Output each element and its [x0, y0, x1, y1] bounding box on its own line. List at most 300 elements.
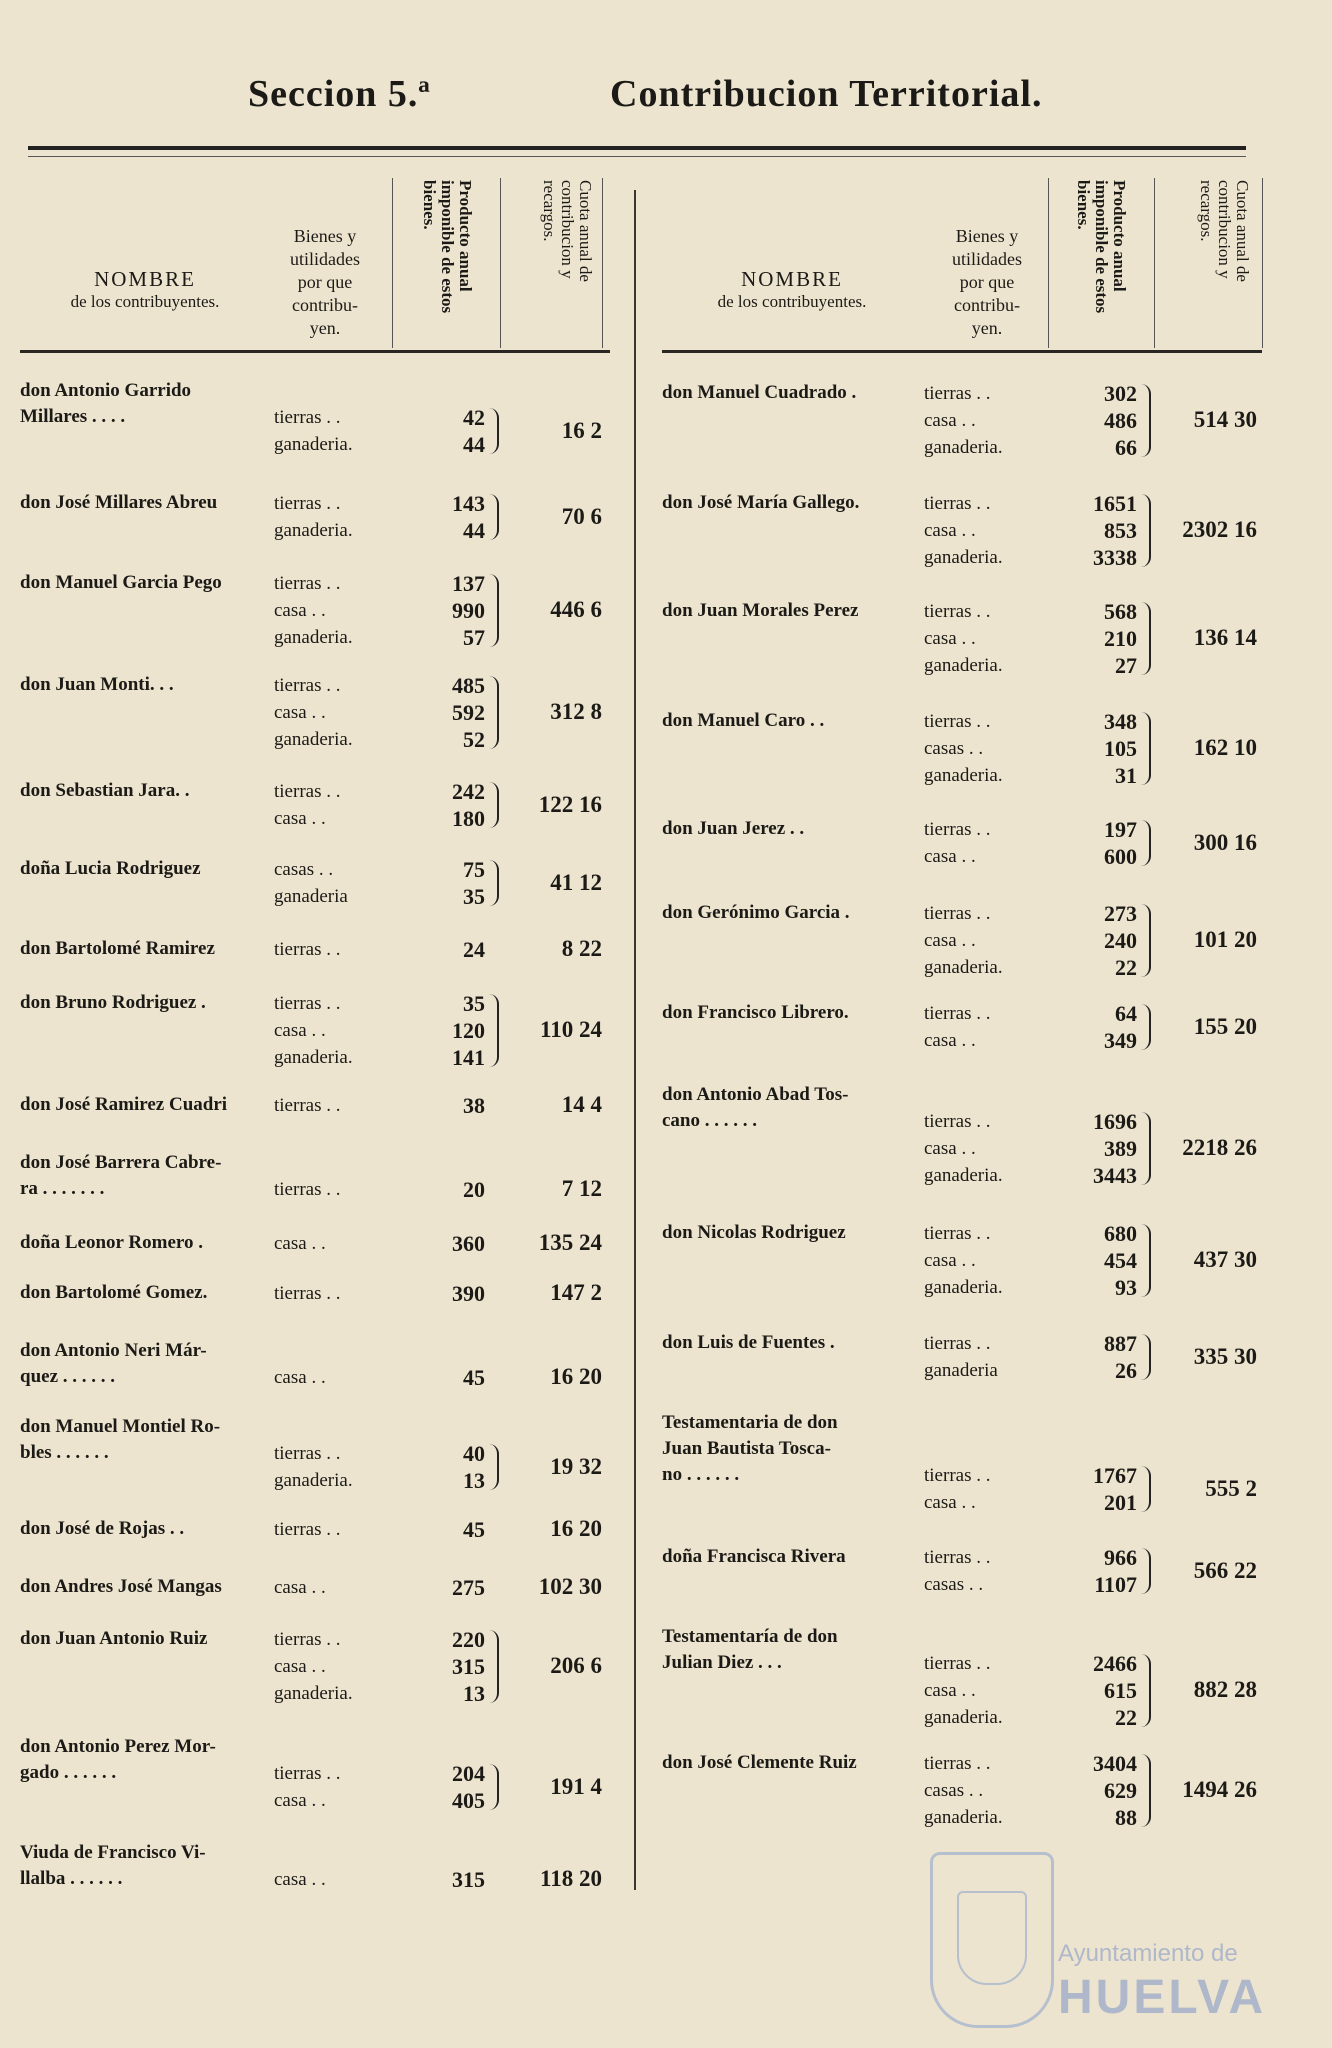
- coat-of-arms-icon: [930, 1852, 1054, 2028]
- asset-value: 887: [1104, 1331, 1137, 1356]
- asset-value: 3404: [1093, 1751, 1137, 1776]
- title-rule-thin: [28, 156, 1246, 157]
- asset-type: casa . .: [924, 628, 976, 649]
- header-column-rule: [1048, 178, 1049, 348]
- asset-type: tierras . .: [924, 1003, 991, 1024]
- asset-types: [274, 1866, 326, 1893]
- asset-value: 349: [1104, 1028, 1137, 1053]
- contributor-name: [662, 598, 859, 624]
- value-brace: [489, 494, 499, 540]
- annual-quota: 102 30: [538, 1574, 602, 1599]
- annual-quota: 118 20: [540, 1866, 602, 1891]
- annual-quota: 135 24: [538, 1230, 602, 1255]
- contributor-name-line: don Juan Monti. . .: [20, 674, 174, 695]
- asset-type: tierras . .: [274, 1179, 341, 1200]
- header-nombre-title: NOMBRE: [94, 267, 196, 291]
- asset-type: ganaderia.: [274, 434, 353, 455]
- contributor-name-line: don Bruno Rodriguez .: [20, 992, 206, 1013]
- value-brace: [489, 574, 499, 647]
- asset-types: [924, 490, 1003, 571]
- header-cuota: Cuota anual de contribucion y recargos.: [540, 180, 595, 282]
- asset-type: casa . .: [274, 1367, 326, 1388]
- contributor-name-line: don Francisco Librero.: [662, 1002, 849, 1023]
- contributor-name: [662, 1000, 849, 1026]
- asset-value: 240: [1104, 928, 1137, 953]
- annual-quota: 147 2: [550, 1280, 602, 1305]
- asset-type: tierras . .: [274, 781, 341, 802]
- asset-value: 26: [1115, 1358, 1137, 1383]
- value-brace: [1141, 602, 1151, 675]
- contributor-name-line: don Gerónimo Garcia .: [662, 902, 850, 923]
- annual-quota: 16 20: [550, 1516, 602, 1541]
- asset-types: [274, 490, 353, 544]
- contributor-name-line: don Manuel Montiel Ro-: [20, 1416, 221, 1437]
- contributor-name-line: don Juan Morales Perez: [662, 600, 859, 621]
- asset-values: [415, 1176, 485, 1203]
- asset-types: [924, 1544, 990, 1598]
- header-bienes-line: Bienes y: [955, 226, 1019, 246]
- value-brace: [1141, 1112, 1151, 1185]
- annual-quota: 446 6: [550, 597, 602, 622]
- section-title: Seccion 5.ª: [248, 73, 431, 115]
- contributor-name: [20, 570, 222, 596]
- annual-quota: 162 10: [1193, 735, 1257, 760]
- value-brace: [1141, 1224, 1151, 1297]
- value-brace: [489, 860, 499, 906]
- contributor-name: [662, 1750, 857, 1776]
- asset-value: 966: [1104, 1545, 1137, 1570]
- header-bienes-line: yen.: [309, 318, 341, 338]
- contributor-name: [20, 1574, 222, 1600]
- asset-values: [415, 1574, 485, 1601]
- asset-type: ganaderia.: [924, 1165, 1003, 1186]
- contributor-name-line: no . . . . . .: [662, 1464, 740, 1485]
- contributor-name-line: don Juan Antonio Ruiz: [20, 1628, 208, 1649]
- asset-values: [1067, 380, 1137, 461]
- contributor-name-line: don José Ramirez Cuadri: [20, 1094, 228, 1115]
- asset-value: 242: [452, 779, 485, 804]
- value-brace: [489, 782, 499, 828]
- asset-values: [1067, 900, 1137, 981]
- asset-values: [415, 1866, 485, 1893]
- contributor-name: [662, 1624, 838, 1676]
- asset-value: 360: [452, 1231, 485, 1256]
- contributor-name: [662, 708, 824, 734]
- asset-type: casa . .: [274, 1869, 326, 1890]
- contributor-name-line: don Antonio Neri Már-: [20, 1340, 207, 1361]
- annual-quota: 110 24: [540, 1017, 602, 1042]
- asset-value: 3338: [1093, 545, 1137, 570]
- asset-type: casa . .: [274, 600, 326, 621]
- asset-type: casa . .: [924, 1492, 976, 1513]
- contributor-name-line: don José Barrera Cabre-: [20, 1152, 222, 1173]
- contributor-name: [662, 900, 850, 926]
- contributor-name-line: doña Leonor Romero .: [20, 1232, 203, 1253]
- asset-types: [924, 1750, 1003, 1831]
- asset-value: 1107: [1094, 1572, 1137, 1597]
- asset-type: casa . .: [274, 702, 326, 723]
- asset-type: casas . .: [924, 1574, 984, 1595]
- asset-value: 485: [452, 673, 485, 698]
- annual-quota: 136 14: [1193, 625, 1257, 650]
- asset-type: ganaderia.: [924, 437, 1003, 458]
- value-brace: [1141, 712, 1151, 785]
- asset-value: 22: [1115, 1705, 1137, 1730]
- asset-value: 31: [1115, 763, 1137, 788]
- annual-quota: 41 12: [550, 869, 602, 895]
- asset-value: 201: [1104, 1490, 1137, 1515]
- asset-type: ganaderia.: [924, 1707, 1003, 1728]
- contributor-name-line: Viuda de Francisco Vi-: [20, 1842, 206, 1863]
- asset-value: 680: [1104, 1221, 1137, 1246]
- asset-type: tierras . .: [274, 1519, 341, 1540]
- asset-type: ganaderia.: [274, 520, 353, 541]
- asset-types: [274, 1626, 353, 1707]
- asset-type: casas . .: [274, 859, 334, 880]
- header-bienes-line: Bienes y: [293, 226, 357, 246]
- contributor-name-line: quez . . . . . .: [20, 1366, 115, 1387]
- header-nombre-title: NOMBRE: [741, 267, 843, 291]
- contributor-name-line: don Manuel Cuadrado .: [662, 382, 857, 403]
- contributor-name: [662, 1082, 848, 1134]
- annual-quota: 7 12: [561, 1176, 602, 1201]
- header-bienes-line: por que: [959, 272, 1015, 292]
- page-title: [0, 72, 1332, 132]
- left-column: [20, 170, 610, 1892]
- annual-quota: 312 8: [550, 699, 602, 724]
- annual-quota: 566 22: [1193, 1557, 1257, 1583]
- asset-type: casa . .: [924, 1250, 976, 1271]
- header-bienes-line: contribu-: [954, 295, 1020, 315]
- asset-type: casa . .: [924, 1138, 976, 1159]
- value-brace: [1141, 1004, 1151, 1050]
- contributor-name-line: bles . . . . . .: [20, 1442, 109, 1463]
- value-brace: [1141, 384, 1151, 457]
- asset-value: 204: [452, 1761, 485, 1786]
- asset-value: 390: [452, 1281, 485, 1306]
- contributor-name: [20, 856, 201, 882]
- asset-types: [924, 1220, 1003, 1301]
- value-brace: [1141, 820, 1151, 866]
- asset-type: ganaderia.: [924, 957, 1003, 978]
- asset-value: 42: [463, 405, 485, 430]
- asset-value: 1767: [1093, 1463, 1137, 1488]
- contributor-name-line: don Antonio Garrido: [20, 380, 192, 401]
- contributor-name: [20, 778, 189, 804]
- contributor-name-line: don Manuel Garcia Pego: [20, 572, 222, 593]
- asset-type: tierras . .: [924, 1653, 991, 1674]
- annual-quota: 2302 16: [1182, 517, 1257, 542]
- asset-value: 454: [1104, 1248, 1137, 1273]
- asset-types: [924, 900, 1003, 981]
- asset-value: 197: [1104, 817, 1137, 842]
- asset-value: 44: [463, 518, 485, 543]
- header-bienes: [932, 225, 1042, 340]
- contributor-name: [20, 936, 215, 962]
- asset-type: tierras . .: [924, 903, 991, 924]
- asset-value: 180: [452, 806, 485, 831]
- asset-value: 64: [1115, 1001, 1137, 1026]
- annual-quota: 206 6: [550, 1653, 602, 1678]
- asset-value: 275: [452, 1575, 485, 1600]
- asset-type: casas . .: [924, 738, 984, 759]
- value-brace: [489, 994, 499, 1067]
- asset-type: casa . .: [924, 1030, 976, 1051]
- asset-type: casa . .: [274, 1577, 326, 1598]
- asset-types: [274, 856, 348, 910]
- contribution-title: Contribucion Territorial.: [610, 73, 1043, 115]
- header-cuota: Cuota anual de contribucion y recargos.: [1197, 180, 1252, 282]
- asset-values: [415, 778, 485, 832]
- asset-value: 27: [1115, 653, 1137, 678]
- contributor-name: [20, 1280, 207, 1306]
- asset-types: [274, 1760, 340, 1814]
- asset-value: 3443: [1093, 1163, 1137, 1188]
- header-bienes-line: utilidades: [952, 249, 1022, 269]
- asset-types: [274, 404, 353, 458]
- asset-types: [924, 598, 1003, 679]
- asset-values: [415, 1230, 485, 1257]
- value-brace: [489, 1444, 499, 1490]
- asset-type: tierras . .: [924, 1753, 991, 1774]
- asset-types: [924, 1000, 990, 1054]
- annual-quota: 155 20: [1193, 1013, 1257, 1039]
- annual-quota: 70 6: [561, 503, 602, 529]
- asset-values: [1067, 816, 1137, 870]
- header-bienes-line: yen.: [971, 318, 1003, 338]
- asset-type: ganaderia.: [274, 1470, 353, 1491]
- asset-types: [924, 380, 1003, 461]
- asset-type: casa . .: [924, 410, 976, 431]
- asset-type: casa . .: [924, 846, 976, 867]
- header-bienes: [270, 225, 380, 340]
- header-bienes-line: por que: [297, 272, 353, 292]
- asset-type: tierras . .: [924, 1223, 991, 1244]
- asset-type: tierras . .: [274, 1283, 341, 1304]
- watermark-line2: HUELVA: [1058, 1971, 1267, 2024]
- asset-type: tierras . .: [274, 407, 341, 428]
- contributor-name: [662, 1220, 846, 1246]
- asset-types: [274, 1176, 340, 1203]
- asset-type: casa . .: [274, 1020, 326, 1041]
- asset-types: [274, 1440, 353, 1494]
- contributor-name-line: don Luis de Fuentes .: [662, 1332, 835, 1353]
- contributor-name-line: cano . . . . . .: [662, 1110, 757, 1131]
- asset-types: [274, 1516, 340, 1543]
- contributor-name-line: Testamentaria de don: [662, 1412, 838, 1433]
- asset-type: ganaderia.: [274, 729, 353, 750]
- asset-type: ganaderia: [924, 1360, 998, 1381]
- contributor-name: [20, 1516, 184, 1542]
- contributor-name-line: don Antonio Perez Mor-: [20, 1736, 216, 1757]
- asset-value: 24: [463, 937, 485, 962]
- asset-type: tierras . .: [924, 1465, 991, 1486]
- asset-types: [274, 1364, 326, 1391]
- contributor-name-line: don Bartolomé Ramirez: [20, 938, 215, 959]
- asset-value: 568: [1104, 599, 1137, 624]
- asset-values: [415, 1760, 485, 1814]
- contributor-name-line: Juan Bautista Tosca-: [662, 1438, 831, 1459]
- asset-value: 137: [452, 571, 485, 596]
- asset-type: tierras . .: [274, 1095, 341, 1116]
- title-rule: [28, 146, 1246, 150]
- contributor-name-line: doña Francisca Rivera: [662, 1546, 846, 1567]
- asset-type: ganaderia.: [274, 1047, 353, 1068]
- asset-value: 302: [1104, 381, 1137, 406]
- asset-value: 57: [463, 625, 485, 650]
- asset-values: [1067, 1462, 1137, 1516]
- column-separator: [634, 190, 636, 1890]
- annual-quota: 8 22: [561, 936, 602, 961]
- asset-value: 141: [452, 1045, 485, 1070]
- table-header: [662, 170, 1262, 353]
- annual-quota: 1494 26: [1182, 1777, 1257, 1802]
- asset-type: tierras . .: [274, 993, 341, 1014]
- asset-value: 13: [463, 1681, 485, 1706]
- asset-values: [415, 856, 485, 910]
- header-producto: Producto anual imponible de estos bienes.: [1074, 180, 1129, 314]
- asset-values: [1067, 1544, 1137, 1598]
- contributor-name-line: don José Millares Abreu: [20, 492, 218, 513]
- annual-quota: 514 30: [1193, 407, 1257, 432]
- value-brace: [489, 1764, 499, 1810]
- asset-values: [1067, 1220, 1137, 1301]
- asset-type: ganaderia.: [924, 765, 1003, 786]
- header-column-rule: [1262, 178, 1263, 348]
- annual-quota: 437 30: [1193, 1247, 1257, 1272]
- asset-type: ganaderia.: [274, 627, 353, 648]
- asset-value: 120: [452, 1018, 485, 1043]
- contributor-name: [662, 1544, 846, 1570]
- asset-values: [1067, 708, 1137, 789]
- contributor-name: [20, 1092, 227, 1118]
- value-brace: [1141, 1754, 1151, 1827]
- asset-values: [1067, 1650, 1137, 1731]
- asset-value: 45: [463, 1517, 485, 1542]
- asset-values: [1067, 1330, 1137, 1384]
- asset-type: ganaderia.: [924, 1277, 1003, 1298]
- asset-type: tierras . .: [924, 1333, 991, 1354]
- asset-type: casa . .: [924, 930, 976, 951]
- asset-value: 143: [452, 491, 485, 516]
- asset-type: casa . .: [924, 1680, 976, 1701]
- asset-type: casas . .: [924, 1780, 984, 1801]
- huelva-watermark: [930, 1852, 1267, 2032]
- asset-value: 38: [463, 1093, 485, 1118]
- asset-type: tierras . .: [924, 1547, 991, 1568]
- asset-value: 40: [463, 1441, 485, 1466]
- header-column-rule: [1154, 178, 1155, 348]
- asset-type: ganaderia.: [924, 655, 1003, 676]
- asset-type: tierras . .: [274, 939, 341, 960]
- contributor-name: [20, 1626, 207, 1652]
- contributor-name: [662, 1410, 838, 1488]
- contributor-name-line: don Manuel Caro . .: [662, 710, 825, 731]
- asset-type: ganaderia.: [274, 1683, 353, 1704]
- asset-value: 20: [463, 1177, 485, 1202]
- asset-value: 853: [1104, 518, 1137, 543]
- asset-type: casa . .: [274, 1790, 326, 1811]
- asset-value: 348: [1104, 709, 1137, 734]
- asset-values: [415, 1440, 485, 1494]
- asset-type: tierras . .: [924, 383, 991, 404]
- header-producto: Producto anual imponible de estos bienes.: [420, 180, 475, 314]
- asset-value: 35: [463, 991, 485, 1016]
- asset-value: 592: [452, 700, 485, 725]
- value-brace: [1141, 1548, 1151, 1594]
- contributor-name-line: don José Clemente Ruiz: [662, 1752, 857, 1773]
- asset-types: [924, 1462, 990, 1516]
- asset-types: [274, 570, 353, 651]
- annual-quota: 555 2: [1205, 1475, 1257, 1501]
- asset-types: [924, 708, 1003, 789]
- asset-values: [1067, 1750, 1137, 1831]
- annual-quota: 335 30: [1193, 1343, 1257, 1369]
- asset-type: ganaderia.: [924, 1807, 1003, 1828]
- contributor-name: [20, 1150, 221, 1202]
- contributor-name-line: Testamentaría de don: [662, 1626, 838, 1647]
- asset-value: 990: [452, 598, 485, 623]
- asset-values: [415, 1092, 485, 1119]
- asset-type: tierras . .: [274, 493, 341, 514]
- header-column-rule: [602, 178, 603, 348]
- asset-value: 210: [1104, 626, 1137, 651]
- contributor-name-line: Julian Diez . . .: [662, 1652, 782, 1673]
- asset-values: [415, 570, 485, 651]
- value-brace: [1141, 1334, 1151, 1380]
- asset-values: [415, 672, 485, 753]
- annual-quota: 122 16: [538, 791, 602, 817]
- asset-values: [1067, 1108, 1137, 1189]
- value-brace: [1141, 1466, 1151, 1512]
- asset-value: 1696: [1093, 1109, 1137, 1134]
- asset-types: [274, 672, 353, 753]
- asset-values: [415, 1516, 485, 1543]
- contributor-name-line: ra . . . . . . .: [20, 1178, 105, 1199]
- contributor-name-line: don Sebastian Jara. .: [20, 780, 190, 801]
- value-brace: [1141, 904, 1151, 977]
- header-nombre: [20, 267, 270, 312]
- asset-values: [1067, 1000, 1137, 1054]
- asset-types: [274, 1280, 340, 1307]
- asset-types: [924, 1650, 1003, 1731]
- asset-values: [1067, 598, 1137, 679]
- contributor-name: [20, 672, 174, 698]
- asset-type: casa . .: [274, 1656, 326, 1677]
- contributor-name-line: don Antonio Abad Tos-: [662, 1084, 849, 1105]
- annual-quota: 2218 26: [1182, 1135, 1257, 1160]
- asset-type: tierras . .: [924, 601, 991, 622]
- asset-value: 52: [463, 727, 485, 752]
- asset-value: 1651: [1093, 491, 1137, 516]
- right-column: [662, 170, 1262, 1830]
- contributor-name-line: doña Lucia Rodriguez: [20, 858, 201, 879]
- annual-quota: 300 16: [1193, 829, 1257, 855]
- asset-types: [274, 990, 353, 1071]
- contributor-name: [20, 378, 191, 430]
- asset-value: 405: [452, 1788, 485, 1813]
- header-column-rule: [392, 178, 393, 348]
- contributor-name: [20, 1840, 206, 1892]
- asset-type: tierras . .: [274, 1763, 341, 1784]
- asset-value: 629: [1104, 1778, 1137, 1803]
- header-nombre: [662, 267, 922, 312]
- asset-value: 35: [463, 884, 485, 909]
- asset-type: tierras . .: [924, 711, 991, 732]
- asset-value: 45: [463, 1365, 485, 1390]
- asset-types: [274, 1574, 326, 1601]
- asset-types: [924, 1108, 1003, 1189]
